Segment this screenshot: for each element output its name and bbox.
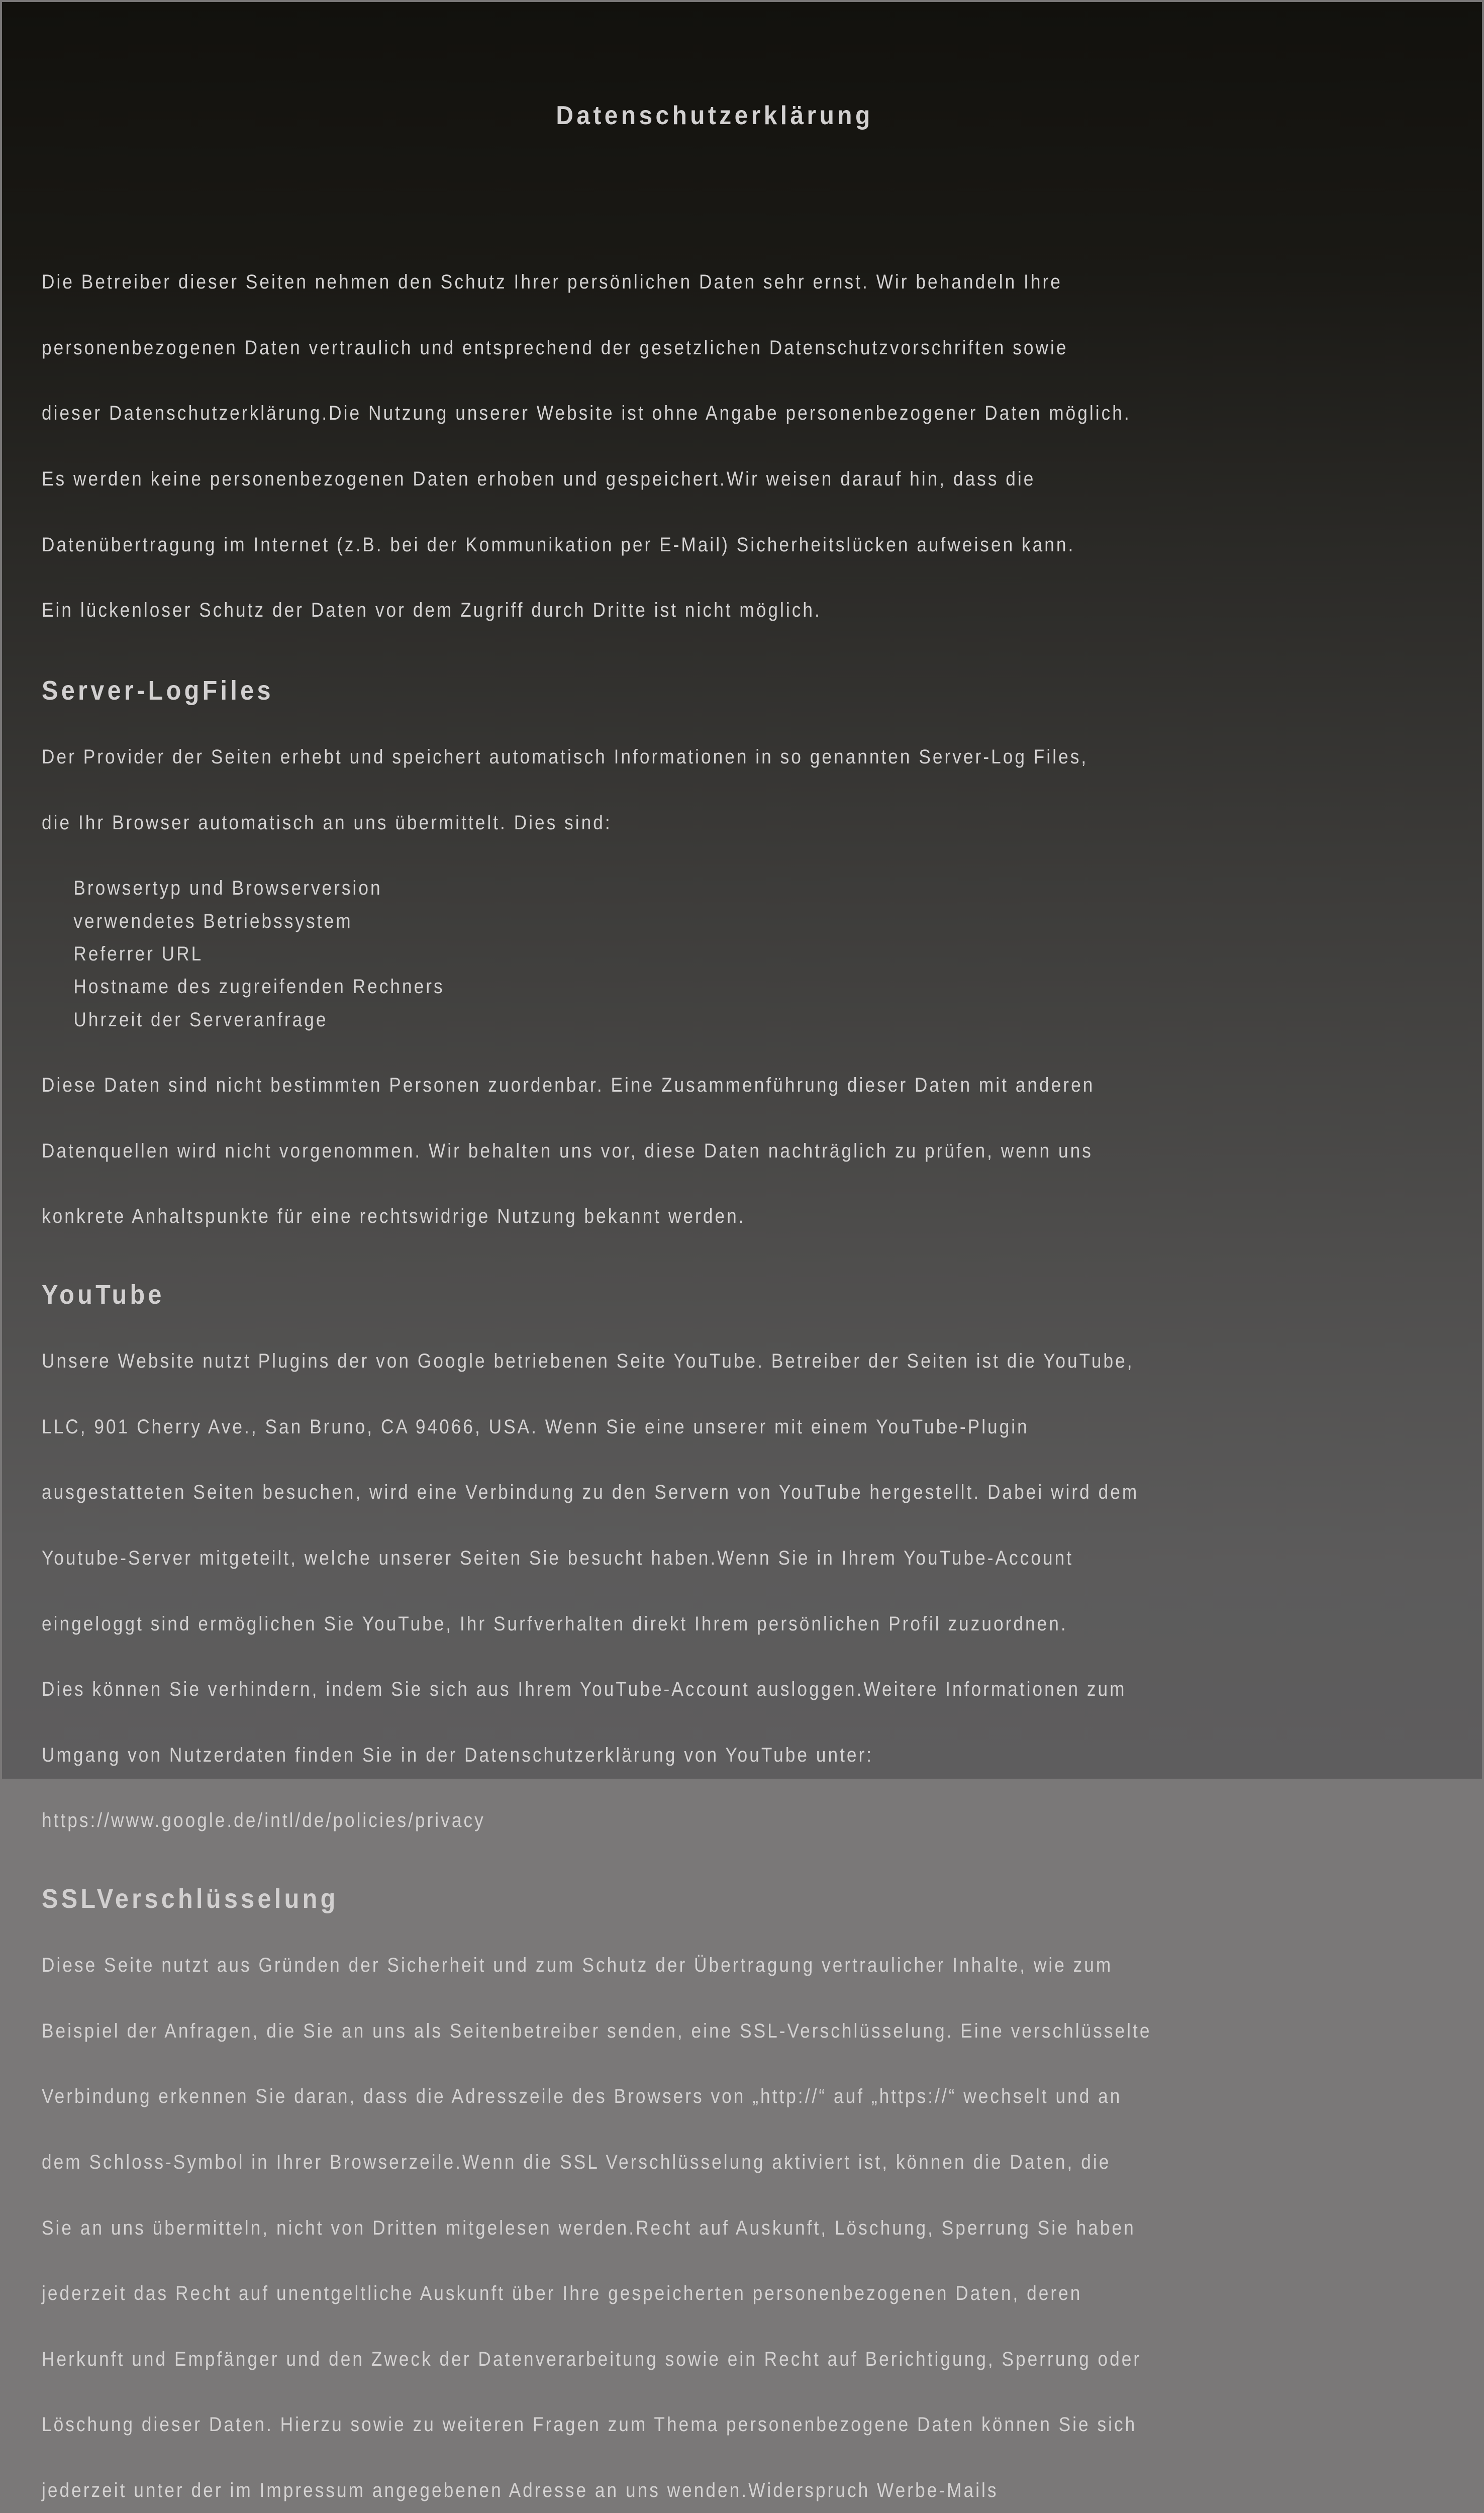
policy-content <box>42 233 1459 2513</box>
text-line: Löschung dieser Daten. Hierzu sowie zu weiteren Fragen zum Thema personenbezogene Daten können Sie sich <box>42 2413 1137 2436</box>
text-line: dem Schloss-Symbol in Ihrer Browserzeile.Wenn die SSL Verschlüsselung aktiviert ist, können die Daten, die <box>42 2151 1111 2174</box>
text-line: LLC, 901 Cherry Ave., San Bruno, CA 94066, USA. Wenn Sie eine unserer mit einem YouTube-Plugin <box>42 1415 1029 1438</box>
text-line: ausgestatteten Seiten besuchen, wird eine Verbindung zu den Servern von YouTube hergestellt. Dabei wird dem <box>42 1481 1139 1504</box>
privacy-policy-page <box>2 2 1482 2501</box>
text-line: jederzeit unter der im Impressum angegebenen Adresse an uns wenden.Widerspruch Werbe-Mails <box>42 2479 999 2501</box>
text-line: Verbindung erkennen Sie daran, dass die Adresszeile des Browsers von „http://“ auf „https://“ wechselt und an <box>42 2085 1122 2108</box>
section-spacer <box>42 1870 1459 1881</box>
list-item: Hostname des zugreifenden Rechners <box>73 976 445 998</box>
ssl-paragraph <box>42 1916 1457 2513</box>
text-line: Diese Daten sind nicht bestimmten Personen zuordenbar. Eine Zusammenführung dieser Daten mit anderen <box>42 1074 1095 1097</box>
text-line: Beispiel der Anfragen, die Sie an uns als Seitenbetreiber senden, eine SSL-Verschlüsselung. Eine verschlüsselte <box>42 2019 1152 2042</box>
section-heading-youtube: YouTube <box>42 1279 165 1310</box>
intro-line: Die Betreiber dieser Seiten nehmen den Schutz Ihrer persönlichen Daten sehr ernst. Wir behandeln Ihre <box>42 271 1062 294</box>
text-line: Unsere Website nutzt Plugins der von Google betriebenen Seite YouTube. Betreiber der Seiten ist die YouTube, <box>42 1350 1134 1373</box>
logged-data-list <box>42 872 1484 1036</box>
list-item: Referrer URL <box>73 942 204 965</box>
intro-paragraph <box>42 233 1457 660</box>
text-line: eingeloggt sind ermöglichen Sie YouTube, Ihr Surfverhalten direkt Ihrem persönlichen Profil zuzuordnen. <box>42 1612 1068 1635</box>
section-ssl <box>42 1881 1459 2513</box>
intro-line: Es werden keine personenbezogenen Daten erhoben und gespeichert.Wir weisen darauf hin, dass die <box>42 468 1036 491</box>
list-item: Browsertyp und Browserversion <box>73 877 382 900</box>
text-line: jederzeit das Recht auf unentgeltliche Auskunft über Ihre gespeicherten personenbezogenen Daten, deren <box>42 2282 1082 2305</box>
text-line: Youtube-Server mitgeteilt, welche unserer Seiten Sie besucht haben.Wenn Sie in Ihrem YouTube-Account <box>42 1547 1074 1569</box>
page-title: Datenschutzerklärung <box>556 101 873 130</box>
list-item: Uhrzeit der Serveranfrage <box>73 1008 328 1031</box>
intro-line: personenbezogenen Daten vertraulich und entsprechend der gesetzlichen Datenschutzvorschriften sowie <box>42 336 1068 359</box>
text-line: Sie an uns übermitteln, nicht von Dritten mitgelesen werden.Recht auf Auskunft, Löschung, Sperrung Sie haben <box>42 2216 1136 2239</box>
intro-line: Datenübertragung im Internet (z.B. bei der Kommunikation per E-Mail) Sicherheitslücken aufweisen kann. <box>42 533 1075 556</box>
text-line: Herkunft und Empfänger und den Zweck der Datenverarbeitung sowie ein Recht auf Berichtigung, Sperrung oder <box>42 2348 1142 2370</box>
section-heading-ssl: SSLVerschlüsselung <box>42 1883 339 1914</box>
list-item: verwendetes Betriebssystem <box>73 910 353 932</box>
youtube-paragraph <box>42 1312 1457 1870</box>
section-server-logfiles <box>42 673 1459 1266</box>
intro-line: dieser Datenschutzerklärung.Die Nutzung unserer Website ist ohne Angabe personenbezogener Daten möglich. <box>42 402 1131 425</box>
text-line: konkrete Anhaltspunkte für eine rechtswidrige Nutzung bekannt werden. <box>42 1205 746 1228</box>
server-logfiles-outro <box>42 1036 1457 1266</box>
section-spacer <box>42 660 1459 673</box>
text-line: Dies können Sie verhindern, indem Sie sich aus Ihrem YouTube-Account ausloggen.Weitere Informationen zum <box>42 1678 1127 1701</box>
text-line: die Ihr Browser automatisch an uns übermittelt. Dies sind: <box>42 811 612 834</box>
text-line: Diese Seite nutzt aus Gründen der Sicherheit und zum Schutz der Übertragung vertraulicher Inhalte, wie zum <box>42 1954 1113 1977</box>
section-youtube <box>42 1277 1459 1870</box>
text-line: Der Provider der Seiten erhebt und speichert automatisch Informationen in so genannten Server-Log Files, <box>42 746 1089 768</box>
text-line: Datenquellen wird nicht vorgenommen. Wir behalten uns vor, diese Daten nachträglich zu prüfen, wenn uns <box>42 1139 1093 1162</box>
youtube-privacy-url: https://www.google.de/intl/de/policies/privacy <box>42 1809 485 1832</box>
text-line: Umgang von Nutzerdaten finden Sie in der Datenschutzerklärung von YouTube unter: <box>42 1744 874 1766</box>
intro-line: Ein lückenloser Schutz der Daten vor dem Zugriff durch Dritte ist nicht möglich. <box>42 599 822 622</box>
section-spacer <box>42 1266 1459 1277</box>
server-logfiles-intro <box>42 708 1457 872</box>
section-heading-server-logfiles: Server-LogFiles <box>42 675 274 706</box>
